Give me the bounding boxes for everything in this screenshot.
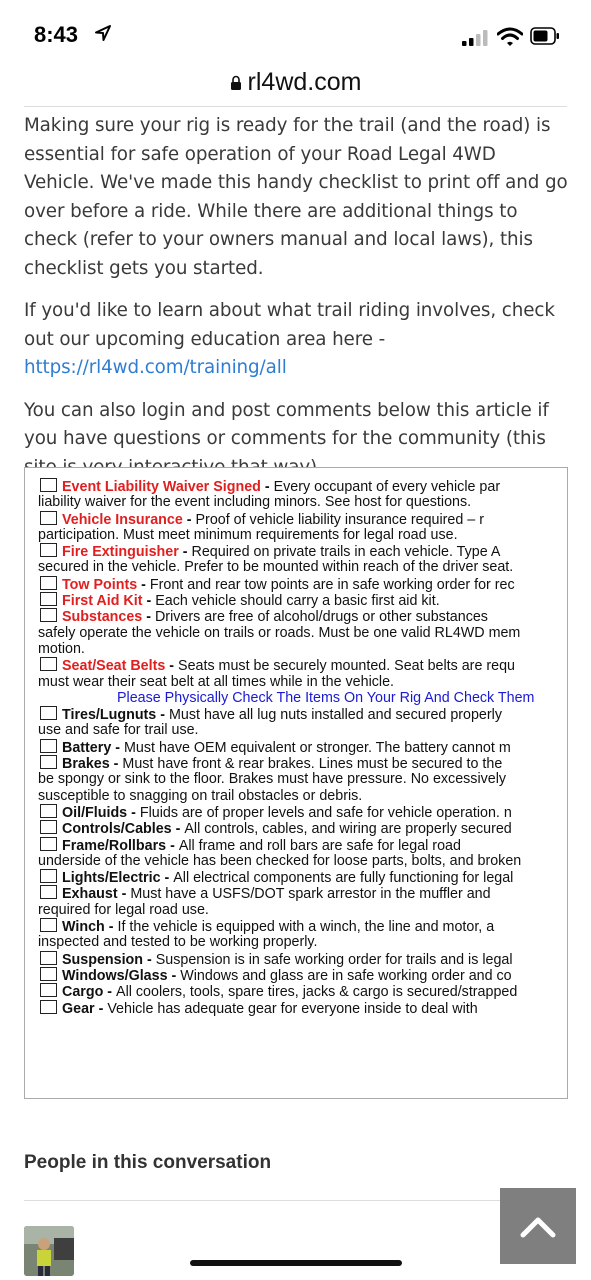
item-title: Frame/Rollbars [62,837,167,854]
item-separator: - [167,967,181,984]
item-title: Suspension [62,951,144,968]
item-description: All electrical components are fully functioning for legal [173,870,514,887]
checkbox-icon [40,983,57,997]
item-separator: - [260,479,274,495]
item-description: Vehicle has adequate gear for everyone inside to deal with [107,1000,478,1017]
item-description: Suspension is in safe working order for trails and is legal [155,951,513,968]
item-title: Exhaust [62,886,118,903]
address-bar[interactable] [0,66,591,104]
item-description-continued: secured in the vehicle. Prefer to be mounted within reach of the driver seat. [38,559,514,576]
checklist-item [38,983,568,999]
item-separator: - [109,756,123,773]
item-title: Seat/Seat Belts [62,658,166,675]
training-link[interactable]: https://rl4wd.com/training/all [24,357,287,378]
item-description-continued: use and safe for trail use. [38,722,199,739]
item-description-continued: liability waiver for the event including minors. See host for questions. [38,494,472,511]
checklist-item [38,739,568,755]
checkbox-icon [40,739,57,753]
item-separator: - [117,886,131,903]
comments-paragraph: You can also login and post comments below this article if you have questions or comments for the community (this [24,399,549,449]
battery-icon [530,27,560,45]
checkbox-icon [40,869,57,883]
wifi-icon [497,27,523,47]
checklist-item [38,869,568,885]
item-description: If the vehicle is equipped with a winch, the line and motor, a [117,919,495,936]
item-title: Lights/Electric [62,870,161,887]
item-description: Must have a USFS/DOT spark arrestor in the muffler and [130,886,491,903]
item-description-continued: inspected and tested to be working properly. [38,934,318,951]
scroll-to-top-button[interactable] [500,1188,576,1264]
checklist-item [38,885,568,901]
item-description-continued: must wear their seat belt at all times while in the vehicle. [38,673,394,690]
education-text: If you'd like to learn about what trail riding involves, check out our upcoming education area here - [24,300,555,350]
people-section-title: People in this conversation [24,1152,272,1173]
checklist-item [38,543,568,559]
item-description: Seats must be securely mounted. Seat belts are requ [178,658,515,675]
checklist-item [38,608,568,624]
item-separator: - [182,511,196,528]
checkbox-icon [40,543,57,557]
home-indicator[interactable] [190,1260,402,1266]
checkbox-icon [40,592,57,606]
checkbox-icon [40,755,57,769]
checklist-item [38,657,568,673]
item-description: Each vehicle should carry a basic first aid kit. [155,593,440,610]
avatar-photo-icon [24,1226,74,1276]
checkbox-icon [40,478,57,492]
checklist-item [38,511,568,527]
item-description: All frame and roll bars are safe for legal road [178,837,461,854]
item-separator: - [156,707,169,724]
item-description: Must have all lug nuts installed and secured properly [168,707,502,724]
item-separator: - [165,658,179,675]
item-separator: - [160,870,174,887]
checklist-item [38,592,568,608]
item-description: Windows and glass are in safe working order and co [180,967,512,984]
item-description-continued: participation. Must meet minimum requirements for legal road use. [38,526,458,543]
item-separator: - [142,609,155,626]
checkbox-icon [40,967,57,981]
item-separator: - [142,593,156,610]
item-description-continued: motion. [38,640,85,657]
checklist-item [38,837,568,853]
checklist-item [38,951,568,967]
lock-icon [230,75,242,91]
checkbox-icon [40,657,57,671]
checkbox-icon [40,511,57,525]
checkbox-icon [40,576,57,590]
checklist-notice: Please Physically Check The Items On Your Rig And Check Them [117,689,535,706]
item-separator: - [171,821,185,838]
item-title: Controls/Cables [62,821,172,838]
item-description-continued: underside of the vehicle has been checked for loose parts, bolts, and broken [38,852,522,869]
item-title: Event Liability Waiver Signed [62,479,261,495]
item-separator: - [104,919,118,936]
checklist-item [38,706,568,722]
chevron-up-icon [520,1214,556,1238]
item-title: Winch [62,919,105,936]
checklist-item [38,478,568,494]
article-body [24,112,569,496]
item-description: Must have front & rear brakes. Lines must be secured to the [122,756,503,773]
vehicle-checklist-image [24,467,568,1099]
checkbox-icon [40,837,57,851]
item-title: Battery [62,739,112,756]
checkbox-icon [40,820,57,834]
checkbox-icon [40,951,57,965]
item-description: Proof of vehicle liability insurance required – r [195,511,484,528]
clock-time: 8:43 [34,22,79,47]
checklist-item [38,918,568,934]
divider [24,106,567,107]
item-separator: - [94,1000,108,1017]
checklist-item [38,576,568,592]
item-separator: - [178,544,192,561]
item-title: Brakes [62,756,110,773]
item-title: Oil/Fluids [62,804,128,821]
checklist-item [38,820,568,836]
item-description: Required on private trails in each vehicle. Type A [191,544,501,561]
checkbox-icon [40,608,57,622]
checkbox-icon [40,804,57,818]
item-title: Gear [62,1000,95,1017]
item-separator: - [166,837,179,854]
item-description: Fluids are of proper levels and safe for vehicle operation. n [139,804,512,821]
item-description: All coolers, tools, spare tires, jacks & cargo is secured/strapped [116,984,518,1001]
checklist-item [38,755,568,771]
item-description: Must have OEM equivalent or stronger. The battery cannot m [123,739,511,756]
item-description-continued: required for legal road use. [38,901,209,918]
item-title: First Aid Kit [62,593,143,610]
item-description: Drivers are free of alcohol/drugs or other substances [154,609,488,626]
item-description: Front and rear tow points are in safe working order for rec [149,576,515,593]
item-description-continued: be spongy or sink to the floor. Brakes must have pressure. No excessively [38,771,507,788]
item-description-continued: susceptible to snagging on trail obstacles or debris. [38,787,363,804]
location-arrow-icon [94,24,112,42]
checkbox-icon [40,885,57,899]
item-title: Windows/Glass [62,967,168,984]
status-bar [0,0,591,70]
item-separator: - [143,951,156,968]
divider [24,1200,567,1201]
checkbox-icon [40,1000,57,1014]
item-title: Tires/Lugnuts [62,707,157,724]
item-title: Vehicle Insurance [62,511,183,528]
checkbox-icon [40,706,57,720]
checkbox-icon [40,918,57,932]
avatar[interactable] [24,1226,74,1276]
intro-paragraph: Making sure your rig is ready for the trail (and the road) is essential for safe operation of your Road Legal 4WD Vehicle. We've made this handy checklist to print off and go over before a ride. While there are additional things to check (refer to your owners manual and local laws), this checklist gets you started. [24,115,568,279]
item-separator: - [111,739,124,756]
item-title: Fire Extinguisher [62,544,179,561]
checklist-item [38,967,568,983]
cellular-signal-icon [462,30,490,46]
checklist-item [38,804,568,820]
item-separator: - [137,576,150,593]
item-separator: - [103,984,117,1001]
item-description: Every occupant of every vehicle par [273,479,501,495]
education-paragraph [24,297,569,383]
item-description-continued: safely operate the vehicle on trails or roads. Must be one valid RL4WD mem [38,624,521,641]
checklist-item [38,1000,568,1016]
item-title: Cargo [62,984,104,1001]
item-description: All controls, cables, and wiring are properly secured [184,821,512,838]
item-title: Substances [62,609,143,626]
item-separator: - [127,804,140,821]
checklist-lines [38,478,568,1016]
item-title: Tow Points [62,576,138,593]
url-text: rl4wd.com [247,68,362,96]
